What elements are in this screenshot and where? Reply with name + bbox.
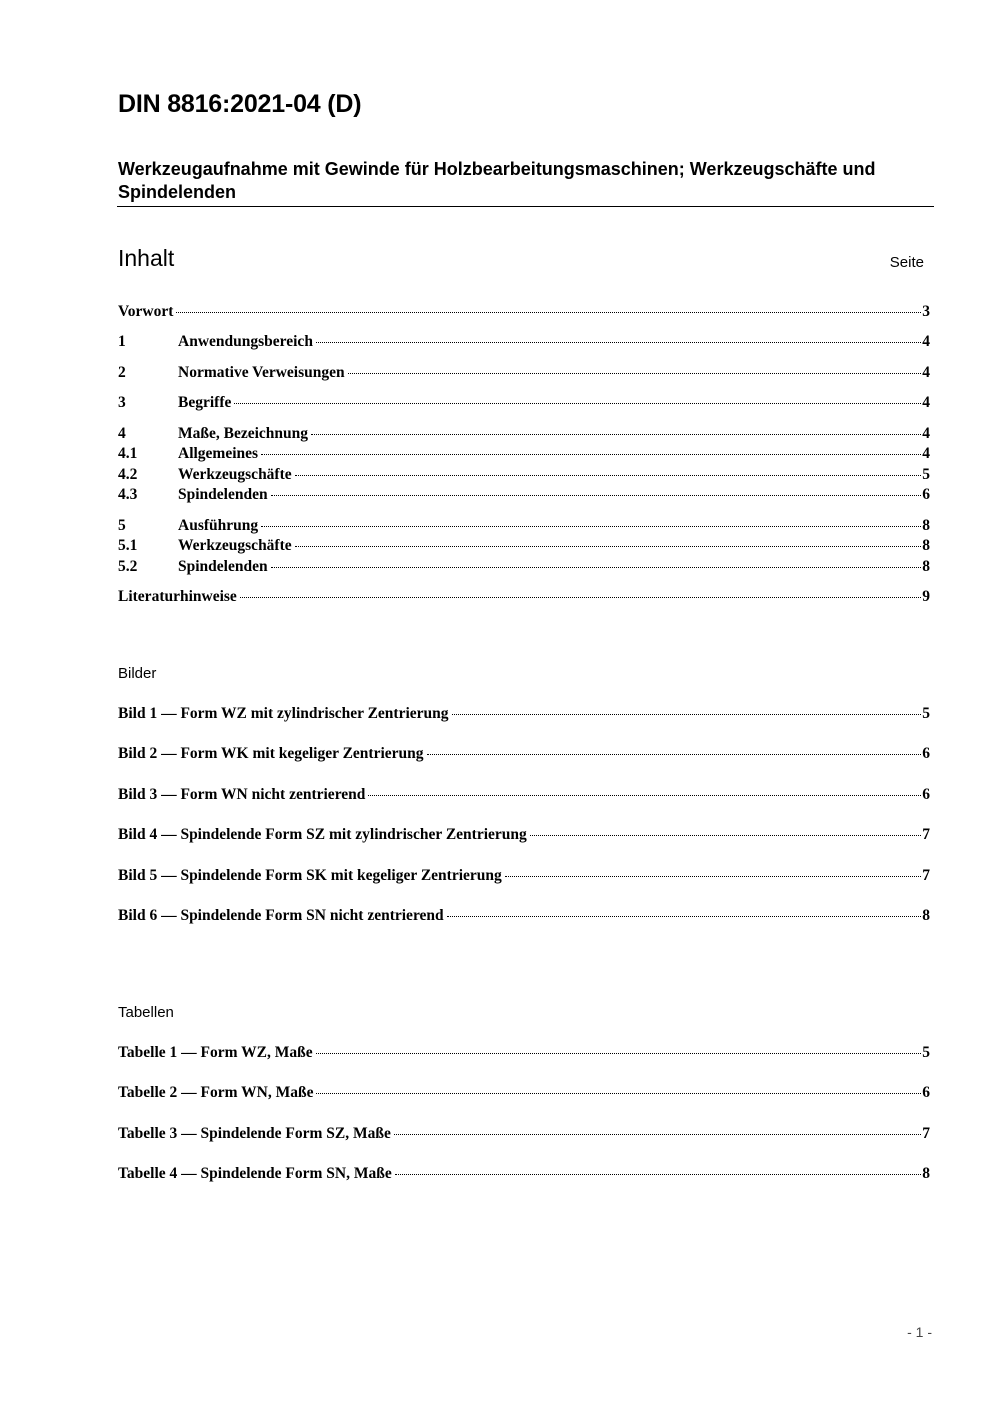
toc-entry[interactable] <box>118 466 930 486</box>
toc-entry-page: 3 <box>922 303 930 320</box>
table-entry[interactable] <box>118 1044 930 1064</box>
table-entry[interactable] <box>118 1125 930 1145</box>
leader-dots <box>295 546 922 547</box>
figure-entry[interactable] <box>118 745 930 765</box>
table-entry-page: 7 <box>922 1125 930 1142</box>
toc-entry[interactable] <box>118 394 930 414</box>
toc-entry-page: 4 <box>922 333 930 350</box>
leader-dots <box>261 526 921 527</box>
toc-entry[interactable] <box>118 364 930 384</box>
toc-entry-text: Literaturhinweise <box>118 588 237 605</box>
figure-entry[interactable] <box>118 826 930 846</box>
figure-entry-page: 5 <box>922 705 930 722</box>
toc-entry[interactable] <box>118 558 930 578</box>
figure-entry-page: 7 <box>922 826 930 843</box>
leader-dots <box>176 312 921 313</box>
figure-entry-page: 6 <box>922 745 930 762</box>
toc-entry-page: 4 <box>922 394 930 411</box>
table-entry-page: 6 <box>922 1084 930 1101</box>
toc-entry-text: Werkzeugschäfte <box>178 537 292 554</box>
toc-entry-page: 8 <box>922 517 930 534</box>
toc-entry-page: 5 <box>922 466 930 483</box>
toc-entry-text: Allgemeines <box>178 445 259 462</box>
table-entry[interactable] <box>118 1165 930 1185</box>
leader-dots <box>295 475 922 476</box>
toc-entry-text: Werkzeugschäfte <box>178 466 292 483</box>
table-entry-text: Tabelle 3 — Spindelende Form SZ, Maße <box>118 1125 391 1142</box>
figure-entry-text: Bild 4 — Spindelende Form SZ mit zylindrischer Zentrierung <box>118 826 527 843</box>
table-entry-text: Tabelle 1 — Form WZ, Maße <box>118 1044 313 1061</box>
toc-entry[interactable] <box>118 333 930 353</box>
toc-entry-number: 4.3 <box>118 486 138 503</box>
toc-entry-page: 6 <box>922 486 930 503</box>
table-entry-page: 8 <box>922 1165 930 1182</box>
table-entry[interactable] <box>118 1084 930 1104</box>
figure-entry-text: Bild 2 — Form WK mit kegeliger Zentrierung <box>118 745 424 762</box>
toc-entry[interactable] <box>118 537 930 557</box>
toc-entry-number: 4.2 <box>118 466 138 483</box>
figure-entry-page: 7 <box>922 867 930 884</box>
leader-dots <box>447 916 922 917</box>
table-entry-text: Tabelle 2 — Form WN, Maße <box>118 1084 314 1101</box>
leader-dots <box>271 495 922 496</box>
toc-entry-text: Begriffe <box>178 394 232 411</box>
toc-entry-page: 4 <box>922 425 930 442</box>
figures-heading: Bilder <box>118 665 157 682</box>
page-column-label: Seite <box>889 254 924 271</box>
page-number: - 1 - <box>907 1324 932 1340</box>
leader-dots <box>234 403 921 404</box>
leader-dots <box>271 567 922 568</box>
figure-entry-text: Bild 1 — Form WZ mit zylindrischer Zentrierung <box>118 705 449 722</box>
toc-entry[interactable] <box>118 445 930 465</box>
toc-entry-number: 5 <box>118 517 126 534</box>
toc-entry-number: 4 <box>118 425 126 442</box>
leader-dots <box>394 1134 921 1135</box>
leader-dots <box>452 714 922 715</box>
toc-heading: Inhalt <box>118 245 175 271</box>
toc-entry-number: 2 <box>118 364 126 381</box>
leader-dots <box>368 795 921 796</box>
table-entry-text: Tabelle 4 — Spindelende Form SN, Maße <box>118 1165 392 1182</box>
leader-dots <box>316 342 921 343</box>
figure-entry[interactable] <box>118 907 930 927</box>
leader-dots <box>505 876 921 877</box>
figure-entry[interactable] <box>118 867 930 887</box>
leader-dots <box>427 754 922 755</box>
figure-entry-page: 6 <box>922 786 930 803</box>
toc-entry-text: Spindelenden <box>178 558 268 575</box>
toc-entry-page: 8 <box>922 558 930 575</box>
leader-dots <box>316 1053 922 1054</box>
leader-dots <box>311 434 921 435</box>
toc-entry-text: Spindelenden <box>178 486 268 503</box>
toc-entry-text: Normative Verweisungen <box>178 364 345 381</box>
toc-entry-page: 9 <box>922 588 930 605</box>
toc-entry-page: 4 <box>922 364 930 381</box>
figure-entry-text: Bild 6 — Spindelende Form SN nicht zentrierend <box>118 907 444 924</box>
leader-dots <box>316 1093 921 1094</box>
tables-heading: Tabellen <box>118 1004 174 1021</box>
toc-entry-text: Ausführung <box>178 517 259 534</box>
toc-entry-text: Anwendungsbereich <box>178 333 313 350</box>
toc-entry[interactable] <box>118 588 930 608</box>
toc-entry-page: 8 <box>922 537 930 554</box>
toc-entry-number: 1 <box>118 333 126 350</box>
leader-dots <box>530 835 921 836</box>
leader-dots <box>240 597 921 598</box>
toc-entry-number: 4.1 <box>118 445 138 462</box>
table-entry-page: 5 <box>922 1044 930 1061</box>
toc-entry-text: Vorwort <box>118 303 174 320</box>
leader-dots <box>395 1174 922 1175</box>
toc-entry-number: 5.1 <box>118 537 138 554</box>
figure-entry-text: Bild 3 — Form WN nicht zentrierend <box>118 786 366 803</box>
toc-entry[interactable] <box>118 303 930 323</box>
figure-entry[interactable] <box>118 786 930 806</box>
toc-entry-number: 3 <box>118 394 126 411</box>
figure-entry-page: 8 <box>922 907 930 924</box>
leader-dots <box>348 373 922 374</box>
toc-entry-number: 5.2 <box>118 558 138 575</box>
toc-entry[interactable] <box>118 425 930 445</box>
toc-entry[interactable] <box>118 517 930 537</box>
title-divider <box>117 206 934 207</box>
toc-entry-page: 4 <box>922 445 930 462</box>
figure-entry-text: Bild 5 — Spindelende Form SK mit kegeliger Zentrierung <box>118 867 502 884</box>
toc-entry-text: Maße, Bezeichnung <box>178 425 309 442</box>
figure-entry[interactable] <box>118 705 930 725</box>
leader-dots <box>261 454 921 455</box>
toc-entry[interactable] <box>118 486 930 506</box>
document-title: Werkzeugaufnahme mit Gewinde für Holzbearbeitungsmaschinen; Werkzeugschäfte und Spindelenden <box>118 159 876 202</box>
document-id: DIN 8816:2021-04 (D) <box>118 90 362 118</box>
